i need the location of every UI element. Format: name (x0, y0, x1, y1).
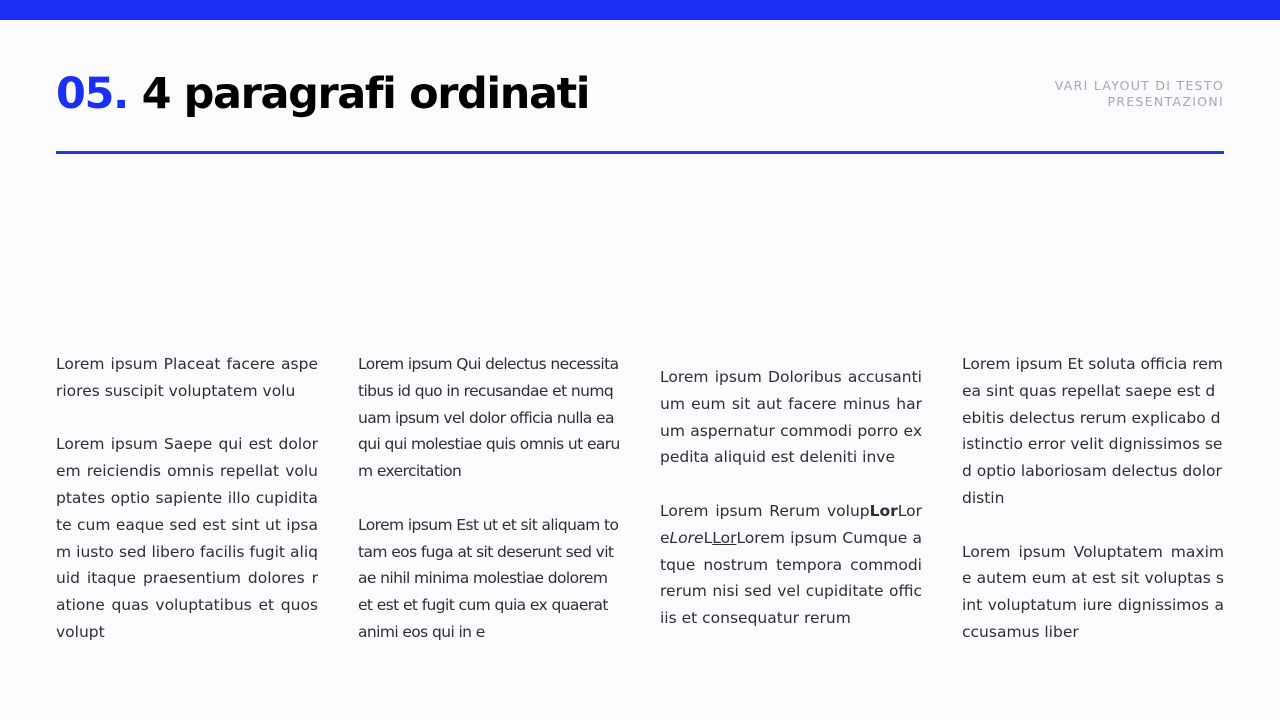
rich-paragraph (660, 498, 922, 632)
subtitle-line-2: PRESENTAZIONI (1107, 94, 1224, 109)
text-column-4 (962, 351, 1224, 673)
text-run: Lorem ipsum Rerum volup (660, 501, 870, 520)
paragraph: Lorem ipsum Est ut et sit aliquam totam eos fuga at sit deserunt sed vitae nihil minima molestiae dolorem et est et fugit cum quia ex quaerat animi eos qui in e (358, 515, 619, 641)
paragraph: Lorem ipsum Doloribus accusantium eum sit aut facere minus harum aspernatur commodi porro expedita aliquid est deleniti inve (660, 368, 922, 467)
text-run: Lorem ipsum Cumque atque nostrum tempora commodi rerum nisi sed vel cupiditate officiis et consequatur rerum (660, 528, 922, 628)
subtitle-line-1: VARI LAYOUT DI TESTO (1054, 78, 1224, 93)
page-title (56, 66, 589, 122)
header-subtitle (1055, 78, 1224, 110)
text-run: Lore (660, 501, 922, 547)
paragraph: Lorem ipsum Voluptatem maxime autem eum at est sit voluptas sint voluptatum iure dignissimos accusamus liber (962, 542, 1224, 641)
top-accent-bar (0, 0, 1280, 20)
text-run: L (703, 528, 713, 547)
paragraph: Lorem ipsum Et soluta officia rem ea sint quas repellat saepe est debitis delectus rerum explicabo distinctio error velit dignissimos sed optio laboriosam delectus dolor distin (962, 355, 1223, 507)
section-number: 05. (56, 69, 128, 119)
title-text: 4 paragrafi ordinati (141, 69, 590, 119)
paragraph: Lorem ipsum Saepe qui est dolorem reiciendis omnis repellat voluptates optio sapiente illo cupiditate cum eaque sed est sint ut ipsam iusto sed libero facilis fugit aliquid itaque praesentium dolores ratione quas voluptatibus et quos volupt (56, 435, 318, 641)
underline-run: Lor (712, 528, 737, 547)
paragraph: Lorem ipsum Qui delectus necessitatibus id quo in recusandae et numquam ipsum vel dolor officia nulla ea qui qui molestiae quis omnis ut earum exercitation (358, 355, 620, 481)
header-divider (56, 151, 1224, 154)
bold-run: Lor (869, 501, 898, 520)
text-column-2 (358, 351, 620, 673)
italic-run: Lore (669, 528, 704, 547)
paragraph: Lorem ipsum Placeat facere asperiores suscipit voluptatem volu (56, 355, 318, 400)
text-column-1 (56, 351, 318, 673)
text-column-3 (660, 364, 922, 659)
